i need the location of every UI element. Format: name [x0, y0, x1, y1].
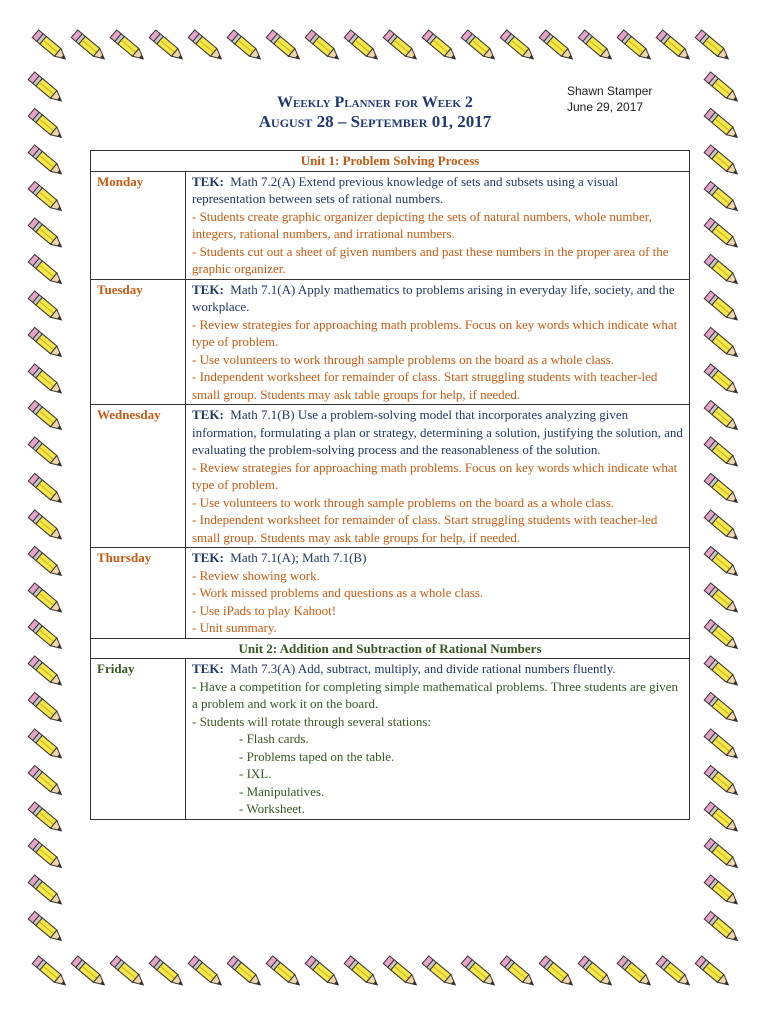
tek-line [192, 173, 683, 208]
pencil-icon [704, 765, 740, 798]
tek-text: Math 7.3(A) Add, subtract, multiply, and divide rational numbers fluently. [230, 661, 616, 676]
day-label: Thursday [91, 548, 186, 639]
pencil-icon [539, 30, 575, 63]
activity-item: - Use volunteers to work through sample problems on the board as a whole class. [192, 351, 615, 367]
tek-text: Math 7.1(A) Apply mathematics to problems arising in everyday life, society, and the workplace. [192, 281, 675, 314]
pencil-icon [28, 254, 64, 287]
tek-label: TEK: [192, 661, 224, 676]
station-item: - Manipulatives. [239, 783, 325, 799]
unit-row [91, 151, 690, 172]
tek-line [192, 549, 683, 567]
pencil-icon [383, 30, 419, 63]
activity-item: - Review strategies for approaching math problems. Focus on key words which indicate what type of problem. [192, 459, 678, 492]
activity-item: - Work missed problems and questions as a whole class. [192, 585, 484, 600]
tek-label: TEK: [192, 550, 224, 565]
pencil-icon [617, 956, 653, 989]
activity-item: - Unit summary. [192, 620, 277, 635]
pencil-icon [704, 619, 740, 652]
document-date: June 29, 2017 [567, 100, 644, 114]
pencil-icon [28, 838, 64, 871]
pencil-icon [28, 291, 64, 324]
title-line-1: Weekly Planner for Week 2 [277, 94, 473, 111]
pencil-icon [704, 510, 740, 543]
pencil-icon [28, 108, 64, 141]
pencil-icon [28, 802, 64, 835]
tek-line [192, 406, 683, 459]
day-label: Monday [91, 171, 186, 279]
pencil-icon [28, 765, 64, 798]
pencil-icon [28, 619, 64, 652]
day-row-monday [91, 171, 690, 279]
pencil-icon [704, 364, 740, 397]
tek-text: Math 7.1(A); Math 7.1(B) [230, 550, 367, 565]
day-row-tuesday [91, 279, 690, 405]
station-item: - Flash cards. [239, 731, 309, 746]
pencil-icon [461, 30, 497, 63]
pencil-icon [28, 546, 64, 579]
pencil-icon [704, 145, 740, 178]
pencil-icon [704, 473, 740, 506]
pencil-icon [461, 956, 497, 989]
tek-label: TEK: [192, 281, 224, 297]
pencil-icon [28, 364, 64, 397]
tek-line [192, 660, 683, 678]
activity-item: - Use volunteers to work through sample problems on the board as a whole class. [192, 494, 615, 510]
pencil-icon [28, 656, 64, 689]
author-block [567, 83, 652, 115]
planner-title [180, 93, 570, 131]
station-item: - IXL. [239, 766, 272, 781]
pencil-icon [695, 956, 731, 989]
pencil-icon [704, 327, 740, 360]
pencil-icon [227, 30, 263, 63]
activity-item: - Independent worksheet for remainder of class. Start struggling students with teacher-led small group. Students may ask table groups for help, if needed. [192, 512, 658, 545]
pencil-icon [704, 875, 740, 908]
pencil-icon [422, 30, 458, 63]
pencil-icon [500, 956, 536, 989]
pencil-icon [422, 956, 458, 989]
activity-item: - Independent worksheet for remainder of class. Start struggling students with teacher-led small group. Students may ask table groups for help, if needed. [192, 369, 658, 402]
pencil-icon [500, 30, 536, 63]
pencil-icon [28, 437, 64, 470]
pencil-icon [383, 956, 419, 989]
pencil-icon [32, 30, 68, 63]
pencil-icon [28, 911, 64, 944]
pencil-icon [71, 30, 107, 63]
pencil-icon [704, 838, 740, 871]
pencil-icon [704, 546, 740, 579]
tek-line [192, 281, 683, 316]
pencil-icon [28, 218, 64, 251]
tek-label: TEK: [192, 407, 224, 422]
pencil-icon [656, 956, 692, 989]
tek-text: Math 7.2(A) Extend previous knowledge of sets and subsets using a visual representation between sets of rational numbers. [192, 173, 619, 206]
pencil-icon [704, 254, 740, 287]
pencil-icon [28, 145, 64, 178]
day-label: Tuesday [91, 279, 186, 405]
pencil-icon [28, 692, 64, 725]
pencil-icon [266, 956, 302, 989]
pencil-icon [704, 583, 740, 616]
tek-text: Math 7.1(B) Use a problem-solving model that incorporates analyzing given information, formulating a plan or strategy, determining a solution, justifying the solution, and evaluating the problem-solving process and the reasonableness of the solution. [192, 407, 683, 457]
pencil-icon [305, 30, 341, 63]
pencil-icon [188, 956, 224, 989]
unit-1-heading: Unit 1: Problem Solving Process [91, 151, 690, 172]
pencil-icon [704, 72, 740, 105]
activity-item: - Students cut out a sheet of given numbers and past these numbers in the proper area of the graphic organizer. [192, 243, 669, 276]
unit-row [91, 638, 690, 659]
tek-label: TEK: [192, 173, 224, 189]
station-item: - Problems taped on the table. [239, 748, 395, 764]
activity-item: - Students will rotate through several stations: [192, 713, 432, 729]
unit-2-heading: Unit 2: Addition and Subtraction of Rational Numbers [91, 638, 690, 659]
pencil-icon [704, 802, 740, 835]
pencil-icon [704, 692, 740, 725]
title-line-2: August 28 – September 01, 2017 [258, 112, 492, 131]
pencil-icon [704, 291, 740, 324]
day-content [186, 279, 690, 405]
activity-item: - Review showing work. [192, 567, 320, 583]
day-content [186, 171, 690, 279]
pencil-icon [28, 473, 64, 506]
pencil-icon [28, 72, 64, 105]
activity-item: - Students create graphic organizer depicting the sets of natural numbers, whole number, integers, rational numbers, and irrational numbers. [192, 208, 652, 241]
pencil-icon [539, 956, 575, 989]
pencil-icon [578, 956, 614, 989]
day-content [186, 405, 690, 548]
pencil-icon [617, 30, 653, 63]
activity-item: - Use iPads to play Kahoot! [192, 602, 337, 618]
day-content [186, 548, 690, 639]
activity-item: - Have a competition for completing simple mathematical problems. Three students are given a problem and work it on the board. [192, 678, 679, 711]
day-row-friday [91, 659, 690, 820]
day-label: Wednesday [91, 405, 186, 548]
pencil-icon [704, 437, 740, 470]
activity-item: - Review strategies for approaching math problems. Focus on key words which indicate what type of problem. [192, 316, 678, 349]
day-content [186, 659, 690, 820]
pencil-icon [32, 956, 68, 989]
pencil-icon [28, 729, 64, 762]
pencil-icon [305, 956, 341, 989]
pencil-icon [149, 956, 185, 989]
pencil-icon [704, 911, 740, 944]
pencil-icon [28, 875, 64, 908]
pencil-icon [28, 583, 64, 616]
author-name: Shawn Stamper [567, 84, 653, 98]
pencil-icon [704, 181, 740, 214]
pencil-icon [71, 956, 107, 989]
pencil-icon [110, 956, 146, 989]
station-item: - Worksheet. [239, 801, 305, 816]
pencil-icon [227, 956, 263, 989]
day-label: Friday [91, 659, 186, 820]
day-row-thursday [91, 548, 690, 639]
pencil-icon [149, 30, 185, 63]
pencil-icon [266, 30, 302, 63]
pencil-icon [704, 108, 740, 141]
pencil-icon [656, 30, 692, 63]
planner-table [90, 150, 690, 820]
pencil-icon [344, 956, 380, 989]
pencil-icon [344, 30, 380, 63]
pencil-icon [188, 30, 224, 63]
day-row-wednesday [91, 405, 690, 548]
pencil-icon [28, 181, 64, 214]
pencil-icon [704, 656, 740, 689]
pencil-icon [695, 30, 731, 63]
pencil-icon [704, 729, 740, 762]
pencil-icon [28, 400, 64, 433]
pencil-icon [28, 510, 64, 543]
pencil-icon [578, 30, 614, 63]
pencil-icon [704, 218, 740, 251]
pencil-icon [28, 327, 64, 360]
pencil-icon [704, 400, 740, 433]
pencil-icon [110, 30, 146, 63]
